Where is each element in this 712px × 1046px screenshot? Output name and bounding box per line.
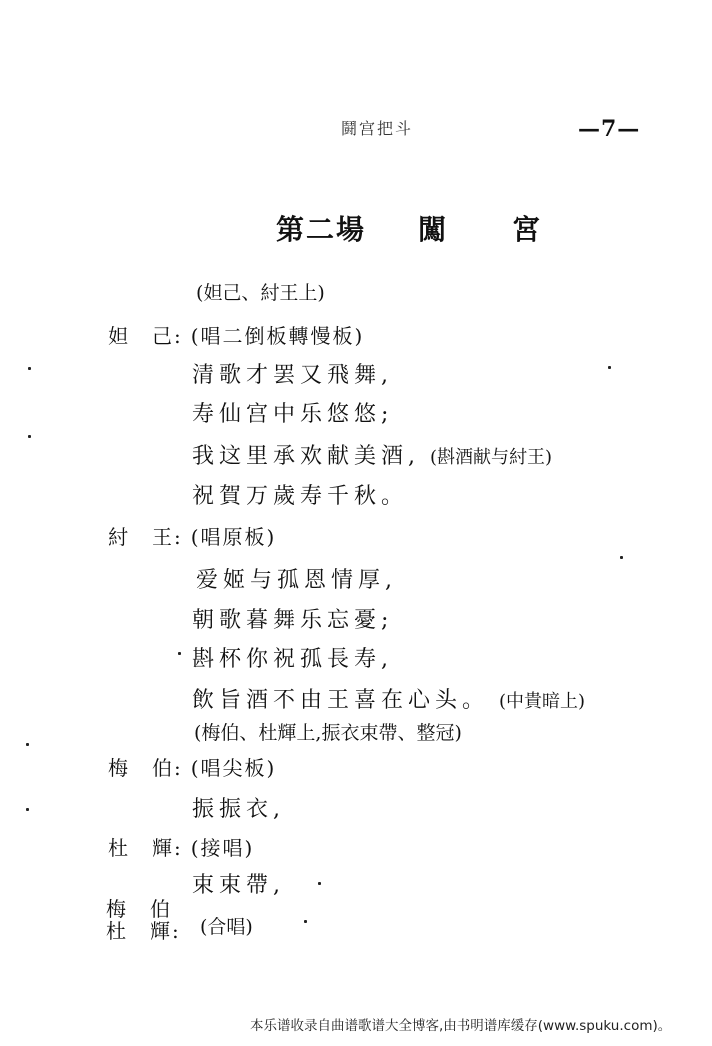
verse-line: 朝歌暮舞乐忘憂; bbox=[192, 608, 394, 633]
verse-line-with-direction bbox=[192, 439, 552, 470]
source-footer: 本乐谱收录自曲谱歌谱大全博客,由书明谱库缓存(www.spuku.com)。 bbox=[250, 1018, 672, 1034]
scan-speck bbox=[608, 366, 611, 369]
running-title: 鬪宫把斗 bbox=[341, 119, 414, 138]
joint-speakers bbox=[106, 898, 181, 942]
inline-stage-direction: (中貴暗上) bbox=[499, 691, 586, 712]
speaker-name: 杜 輝: bbox=[108, 836, 183, 860]
scan-speck bbox=[620, 556, 623, 559]
scene-number: 第二場 bbox=[276, 213, 367, 246]
speaker-line-daji bbox=[108, 320, 364, 349]
speaker-line-zhouwang bbox=[108, 521, 276, 550]
scan-speck bbox=[318, 882, 321, 885]
scan-speck bbox=[178, 652, 181, 655]
verse-line: 祝賀万歲寿千秋。 bbox=[192, 484, 409, 509]
scene-title-word-1: 闖 bbox=[418, 213, 449, 246]
verse-line: 斟杯你祝孤長寿, bbox=[192, 647, 393, 672]
speaker-name: 梅 伯: bbox=[108, 756, 183, 780]
singing-direction: (唱尖板) bbox=[190, 756, 277, 780]
scan-speck bbox=[304, 920, 307, 923]
speaker-name: 妲 己: bbox=[108, 324, 183, 348]
scan-speck bbox=[28, 367, 31, 370]
verse-line: 清歌才罢又飛舞, bbox=[192, 363, 393, 388]
stage-direction-enter: (妲己、紂王上) bbox=[196, 282, 325, 304]
speaker-name: 梅 伯 bbox=[106, 897, 172, 921]
scan-speck bbox=[28, 435, 31, 438]
verse-line: 寿仙宫中乐悠悠; bbox=[192, 402, 394, 427]
stage-direction-enter: (梅伯、杜輝上,振衣束帶、整冠) bbox=[194, 722, 462, 744]
speaker-line-meibo bbox=[108, 752, 276, 781]
singing-direction: (唱二倒板轉慢板) bbox=[190, 324, 365, 348]
singing-direction: (唱原板) bbox=[190, 525, 277, 549]
inline-stage-direction: (斟酒献与紂王) bbox=[430, 447, 553, 468]
verse-text: 飲旨酒不由王喜在心头。 bbox=[192, 688, 490, 713]
scene-title bbox=[276, 208, 542, 248]
scan-speck bbox=[26, 743, 29, 746]
singing-direction: (接唱) bbox=[190, 836, 255, 860]
scan-speck bbox=[26, 808, 29, 811]
speaker-name: 紂 王: bbox=[108, 525, 183, 549]
verse-line: 爱姬与孤恩情厚, bbox=[196, 568, 397, 593]
scene-title-word-2: 宮 bbox=[512, 213, 543, 246]
verse-line: 束束帶, bbox=[192, 873, 285, 898]
verse-text: 我这里承欢献美酒, bbox=[192, 444, 420, 469]
speaker-name: 杜 輝: bbox=[106, 919, 181, 943]
verse-line: 振振衣, bbox=[192, 797, 285, 822]
speaker-line-duhui bbox=[108, 832, 254, 861]
page-number: —7— bbox=[578, 116, 641, 142]
singing-direction: (合唱) bbox=[200, 916, 253, 938]
verse-line-with-direction bbox=[192, 683, 585, 714]
